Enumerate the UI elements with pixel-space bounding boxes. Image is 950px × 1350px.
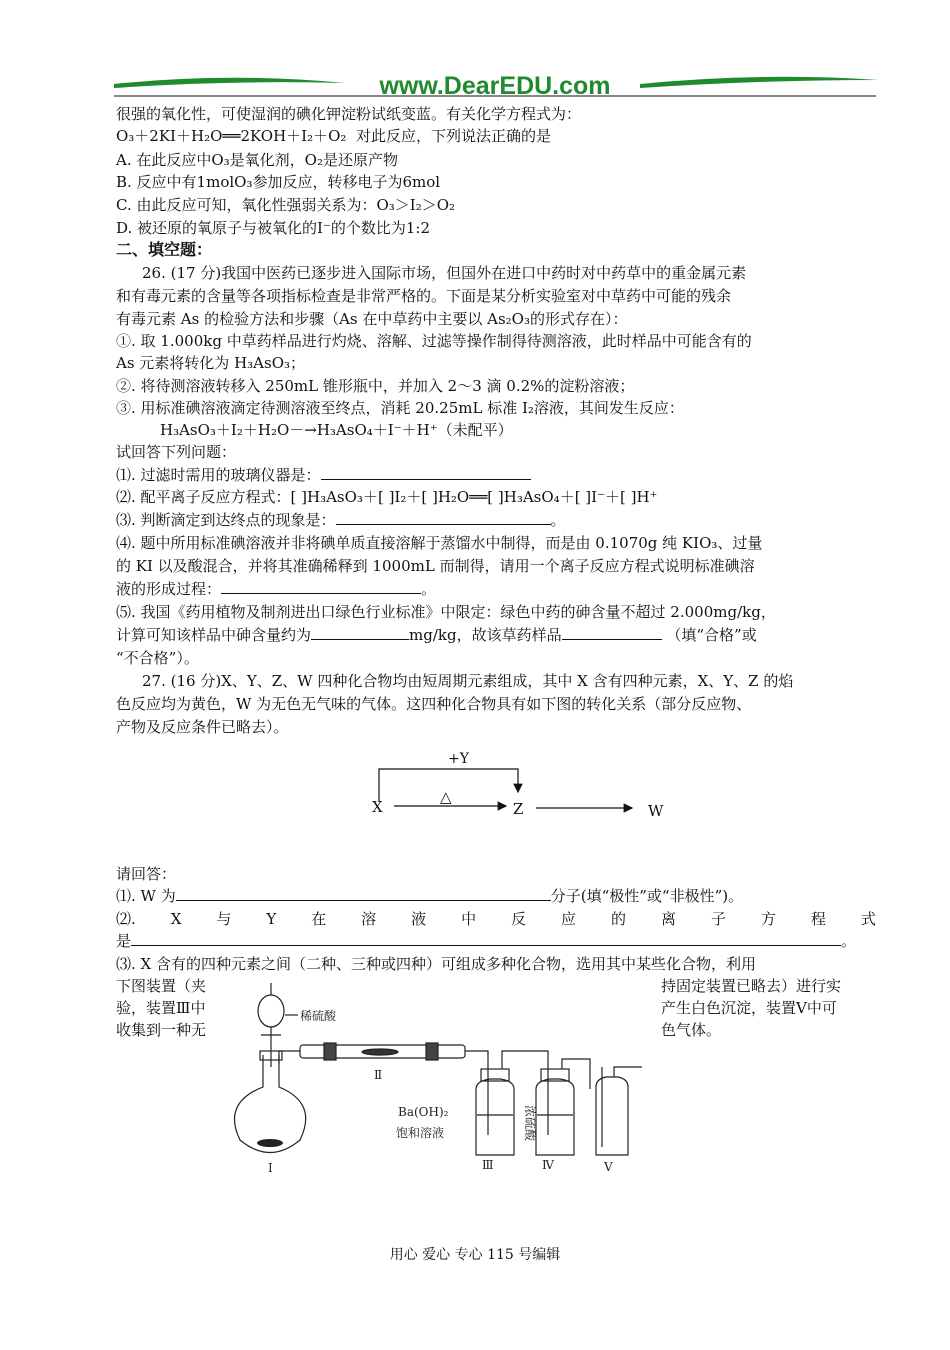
q25-option-d: D. 被还原的氧原子与被氧化的I⁻的个数比为1:2 — [116, 219, 431, 237]
q27-q2-blank[interactable] — [131, 931, 841, 946]
apparatus-diagram — [230, 975, 650, 1180]
bottle-5-outline — [596, 1077, 628, 1155]
q25-stem-line2 — [116, 126, 551, 146]
header-banner — [110, 70, 880, 102]
q26-q4-end: 。 — [421, 580, 437, 598]
q26-step1-a: ①. 取 1.000kg 中草药样品进行灼烧、溶解、过滤等操作制得待测溶液，此时样品中可能含有的 — [116, 332, 752, 350]
q25-equation: O₃＋2KI＋H₂O══2KOH＋I₂＋O₂ — [116, 127, 347, 145]
q27-q2-word: 程 — [810, 910, 826, 928]
flask-label: Ⅰ — [268, 1161, 273, 1175]
funnel-bulb — [258, 995, 284, 1027]
saturated-label: 饱和溶液 — [396, 1126, 445, 1140]
q26-step2: ②. 将待测溶液转移入 250mL 锥形瓶中，并加入 2～3 滴 0.2%的淀粉溶液； — [116, 377, 635, 395]
diagram-z-label: Z — [513, 800, 524, 818]
q27-q2-word: 方 — [760, 910, 776, 928]
tube-label: Ⅱ — [374, 1068, 383, 1082]
q27-q2-word: 式 — [860, 910, 876, 928]
q26-q4-c — [116, 579, 436, 599]
q26-q3-end: 。 — [550, 511, 566, 529]
q27-q3-line1: ⑶. X 含有的四种元素之间（二种、三种或四种）可组成多种化合物，选用其中某些化合物，利用 — [116, 955, 756, 973]
delivery-tube-4 — [562, 1059, 590, 1089]
q27-q1-a: ⑴. W 为 — [116, 887, 176, 905]
q26-q5-blank1[interactable] — [311, 625, 409, 640]
q27-q2-word: 应 — [561, 910, 577, 928]
diagram-heat-symbol: △ — [440, 788, 452, 806]
q26-step3: ③. 用标准碘溶液滴定待测溶液至终点，消耗 20.25mL 标准 I₂溶液，其间发生反应： — [116, 399, 684, 417]
q27-q2-word: 的 — [611, 910, 627, 928]
q26-q5-a: ⑸. 我国《药用植物及制剂进出口绿色行业标准》中限定：绿色中药的砷含量不超过 2.000mg/kg， — [116, 603, 776, 621]
q26-q1 — [116, 465, 531, 485]
funnel-label: 稀硫酸 — [300, 1009, 337, 1023]
q26-q1-text: ⑴. 过滤时需用的玻璃仪器是： — [116, 466, 321, 484]
drying-tube-sample — [362, 1049, 398, 1055]
bottle-4-label: Ⅳ — [542, 1158, 554, 1172]
q27-q2-word: 中 — [461, 910, 477, 928]
q27-q2-word: ⑵. — [116, 910, 136, 928]
q27-q2-word: 与 — [216, 910, 232, 928]
flask-outline — [235, 1055, 306, 1153]
q27-q2-end: 。 — [841, 932, 857, 950]
q27-q2-word: 溶 — [361, 910, 377, 928]
diagram-y-label: +Y — [448, 751, 469, 767]
q27-q3-right2: 产生白色沉淀，装置Ⅴ中可 — [661, 999, 837, 1017]
q27-q1-blank[interactable] — [176, 886, 551, 901]
q27-q3-left3: 收集到一种无 — [116, 1021, 207, 1039]
q26-q2: ⑵. 配平离子反应方程式：[ ]H₃AsO₃＋[ ]I₂＋[ ]H₂O══[ ]H₃AsO₄＋[ ]I⁻＋[ ]H⁺ — [116, 488, 658, 506]
flask-residue — [257, 1139, 283, 1147]
q27-q3-right1: 持固定装置已略去）进行实 — [661, 977, 842, 995]
header-swoosh-left — [114, 78, 345, 88]
q26-reaction: H₃AsO₃＋I₂＋H₂O－→H₃AsO₄＋I⁻＋H⁺（未配平） — [160, 421, 513, 439]
section-title: 二、填空题： — [116, 240, 213, 259]
q27-q2-word: 子 — [710, 910, 726, 928]
q26-q1-blank[interactable] — [321, 465, 531, 480]
q27-q1 — [116, 886, 743, 906]
q26-q5-c: “不合格”）。 — [116, 649, 199, 667]
q26-q5-b1: 计算可知该样品中砷含量约为 — [116, 626, 312, 644]
bottle-5-outlet — [614, 1067, 642, 1077]
q27-q2-line — [116, 909, 876, 929]
q25-stem-question: 对此反应，下列说法正确的是 — [355, 127, 551, 145]
q26-q3-text: ⑶. 判断滴定到达终点的现象是： — [116, 511, 336, 529]
q27-q3-left2: 验，装置Ⅲ中 — [116, 999, 206, 1017]
q27-q2-answer — [116, 931, 856, 951]
q26-q5-b — [116, 625, 757, 645]
q26-step1-b: As 元素将转化为 H₃AsO₃； — [116, 354, 306, 372]
q26-q4-b: 的 KI 以及酸混合，并将其准确稀释到 1000mL 而制得，请用一个离子反应方程式说明标准碘溶 — [116, 557, 755, 575]
q27-q2-is: 是 — [116, 932, 132, 950]
q26-line3: 有毒元素 As 的检验方法和步骤（As 在中草药中主要以 As₂O₃的形式存在）： — [116, 310, 628, 328]
q27-answer-prompt: 请回答： — [116, 865, 177, 883]
bottle-3-label: Ⅲ — [482, 1158, 494, 1172]
q27-q2-word: X — [170, 910, 182, 928]
drying-tube-stopper-right — [426, 1043, 438, 1060]
q27-line3: 产物及反应条件已略去）。 — [116, 718, 289, 736]
q25-option-a: A. 在此反应中O₃是氧化剂，O₂是还原产物 — [116, 151, 398, 169]
drying-tube-stopper-left — [324, 1043, 336, 1060]
bottle-4-outline — [536, 1079, 574, 1155]
bottle-5-label: Ⅴ — [604, 1160, 613, 1174]
footer-text: 用心 爱心 专心 115 号编辑 — [389, 1247, 561, 1263]
q27-q2-word: 在 — [311, 910, 327, 928]
q26-q5-b3: （填“合格”或 — [666, 626, 757, 644]
q26-line1: 26. (17 分)我国中医药已逐步进入国际市场，但国外在进口中药时对中药草中的重金属元素 — [142, 264, 747, 282]
q26-q5-blank2[interactable] — [562, 625, 662, 640]
q26-prompt: 试回答下列问题： — [116, 443, 237, 461]
q26-q3-blank[interactable] — [336, 510, 551, 525]
q27-q2-word: Y — [266, 910, 277, 928]
conc-acid-label: 浓硫酸 — [523, 1105, 537, 1142]
conversion-diagram — [360, 742, 680, 826]
q26-q5-b2: mg/kg，故该草药样品 — [409, 626, 562, 644]
q26-q4-a: ⑷. 题中所用标准碘溶液并非将碘单质直接溶解于蒸馏水中制得，而是由 0.1070g 纯 KIO₃、过量 — [116, 534, 763, 552]
diagram-w-label: W — [648, 802, 664, 820]
header-logo-text: www.DearEDU.com — [379, 72, 611, 100]
diagram-x-label: X — [372, 798, 383, 816]
q26-line2: 和有毒元素的含量等各项指标检查是非常严格的。下面是某分析实验室对中草药中可能的残余 — [116, 287, 732, 305]
q27-line1: 27. (16 分)X、Y、Z、W 四种化合物均由短周期元素组成，其中 X 含有四种元素，X、Y、Z 的焰 — [142, 672, 794, 690]
bottle-3-outline — [476, 1079, 514, 1155]
q25-option-c: C. 由此反应可知，氧化性强弱关系为：O₃＞I₂＞O₂ — [116, 196, 456, 214]
header-swoosh-right — [640, 77, 878, 88]
q26-q3 — [116, 510, 566, 530]
q26-q4-blank[interactable] — [221, 579, 421, 594]
q27-line2: 色反应均为黄色，W 为无色无气味的气体。这四种化合物具有如下图的转化关系（部分反应物、 — [116, 695, 752, 713]
q27-q2-word: 离 — [660, 910, 676, 928]
q25-stem-line1: 很强的氧化性，可使湿润的碘化钾淀粉试纸变蓝。有关化学方程式为： — [116, 105, 582, 123]
q27-q1-b: 分子(填“极性”或“非极性”)。 — [550, 887, 744, 905]
baoh2-label: Ba(OH)₂ — [398, 1105, 449, 1119]
q27-q2-word: 反 — [511, 910, 527, 928]
q27-q3-left1: 下图装置（夹 — [116, 977, 207, 995]
q26-q4-c-text: 液的形成过程： — [116, 580, 222, 598]
q25-option-b: B. 反应中有1molO₃参加反应，转移电子为6mol — [116, 173, 441, 191]
q27-q2-word: 液 — [411, 910, 427, 928]
q27-q3-right3: 色气体。 — [661, 1021, 722, 1039]
